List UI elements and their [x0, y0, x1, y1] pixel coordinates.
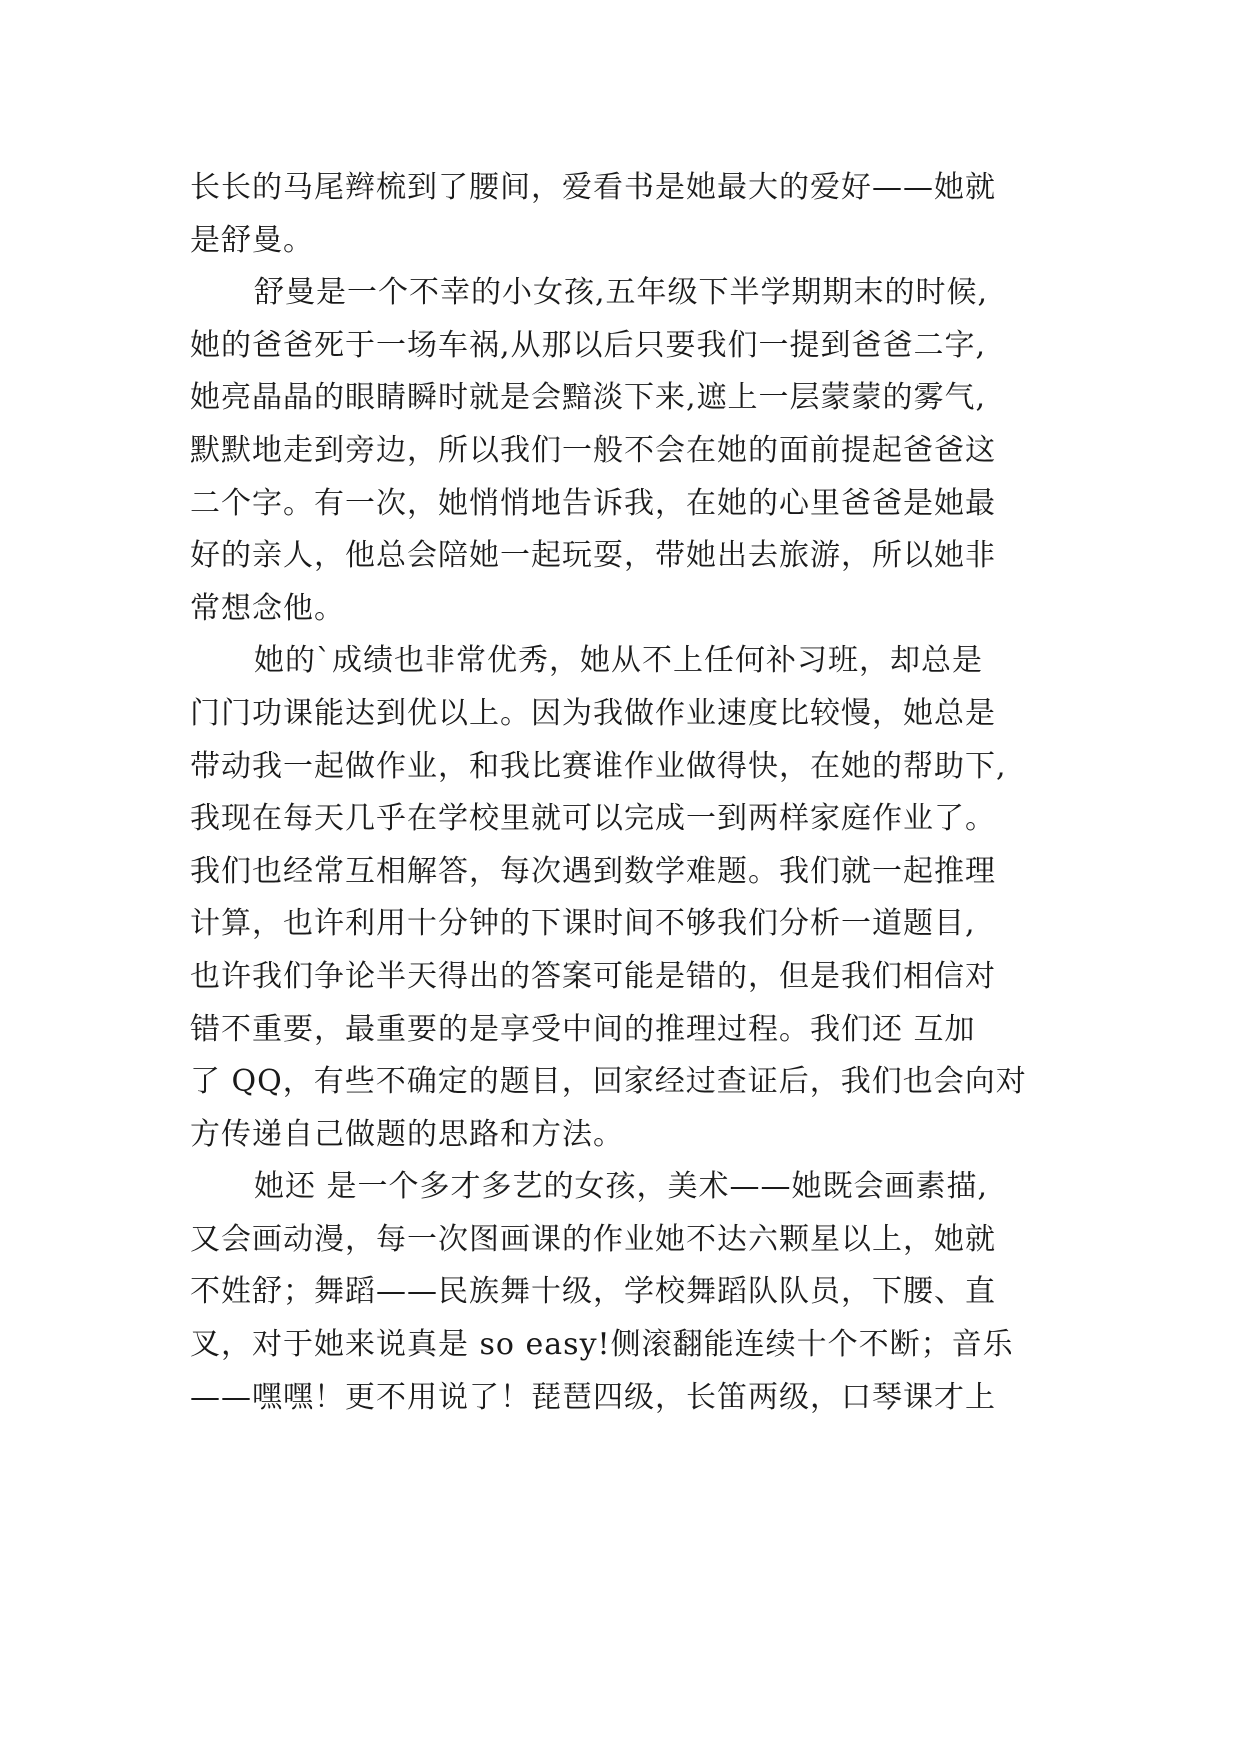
text-line: 她亮晶晶的眼睛瞬时就是会黯淡下来,遮上一层蒙蒙的雾气,	[190, 380, 987, 416]
text-line: 不姓舒；舞蹈——民族舞十级，学校舞蹈队队员，下腰、直	[190, 1274, 996, 1310]
text-line: 错不重要，最重要的是享受中间的推理过程。我们还 互加	[190, 1011, 976, 1047]
body-text	[190, 162, 1090, 1424]
text-line: 方传递自己做题的思路和方法。	[190, 1116, 624, 1152]
text-line: 二个字。有一次，她悄悄地告诉我，在她的心里爸爸是她最	[190, 485, 996, 521]
text-line: ——嘿嘿！更不用说了！琵琶四级，长笛两级，口琴课才上	[190, 1379, 996, 1415]
paragraph-start-line: 舒曼是一个不幸的小女孩,五年级下半学期期末的时候,	[254, 275, 989, 311]
text-line: 叉，对于她来说真是 so easy!侧滚翻能连续十个不断；音乐	[190, 1327, 1014, 1363]
paragraph-start-line: 她还 是一个多才多艺的女孩，美术——她既会画素描,	[254, 1169, 989, 1205]
text-line: 长长的马尾辫梳到了腰间，爱看书是她最大的爱好——她就	[190, 170, 996, 205]
text-line: 默默地走到旁边，所以我们一般不会在她的面前提起爸爸这	[190, 432, 996, 468]
text-line: 我现在每天几乎在学校里就可以完成一到两样家庭作业了。	[190, 801, 996, 837]
paragraph-start-line: 她的`成绩也非常优秀，她从不上任何补习班，却总是	[254, 643, 983, 679]
text-line: 是舒曼。	[190, 222, 314, 258]
text-line: 也许我们争论半天得出的答案可能是错的，但是我们相信对	[190, 958, 996, 994]
text-line: 好的亲人，他总会陪她一起玩耍，带她出去旅游，所以她非	[190, 538, 996, 574]
text-line: 门门功课能达到优以上。因为我做作业速度比较慢，她总是	[190, 695, 996, 731]
text-line: 带动我一起做作业，和我比赛谁作业做得快，在她的帮助下,	[190, 748, 1007, 784]
text-line: 我们也经常互相解答，每次遇到数学难题。我们就一起推理	[190, 853, 996, 889]
text-line: 计算，也许利用十分钟的下课时间不够我们分析一道题目,	[190, 906, 976, 942]
text-line: 又会画动漫，每一次图画课的作业她不达六颗星以上，她就	[190, 1221, 996, 1257]
text-line: 她的爸爸死于一场车祸,从那以后只要我们一提到爸爸二字,	[190, 327, 987, 363]
text-line: 了 QQ，有些不确定的题目，回家经过查证后，我们也会向对	[190, 1064, 1027, 1100]
text-line: 常想念他。	[190, 590, 345, 626]
